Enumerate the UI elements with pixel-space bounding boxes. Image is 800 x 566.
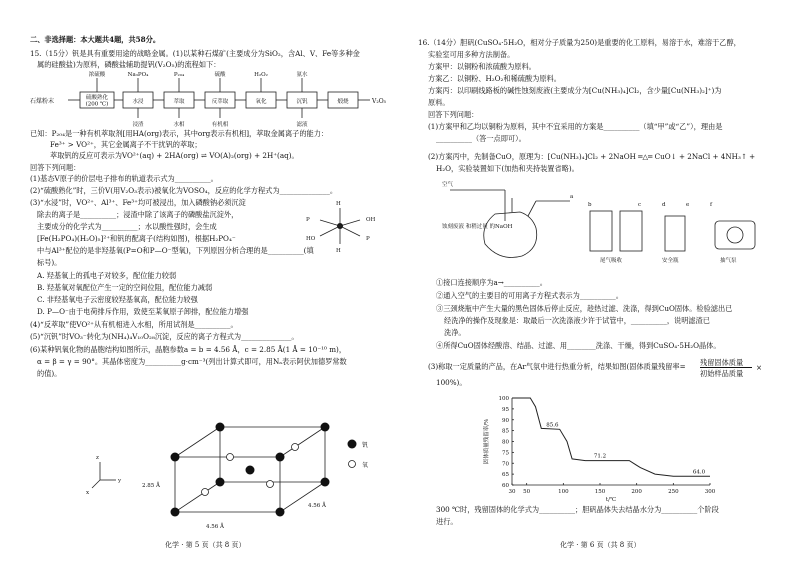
q16-step2: ②通入空气的主要目的可用离子方程式表示为__________。 [436,291,623,300]
flow-output-1: 水相 [173,122,185,128]
crystal-cell-diagram [80,392,380,542]
q16-part2-a: (2)方案丙中，先制备CuO，原理为：[Cu(NH₃)₄]Cl₂ + 2NaOH ═△═ CuO↓ + 2NaCl + 4NH₃↑ + [428,152,756,161]
y-tick-label: 65 [502,472,509,479]
flask-content-label: 蚀刻废液 和稍过量 的NaOH [442,224,513,230]
flow-box-label-5: 沉钒 [296,99,308,105]
q15-stem-1: 15.（15分）钒是具有重要用途的战略金属。(1)以某种石煤矿(主要成分为SiO₂，含Al、V、Fe等多种金 [30,49,360,58]
flow-reagent-3: 硫酸 [214,72,226,78]
flow-reagent-4: H₂O₂ [254,72,268,78]
y-tick-label: 95 [502,406,509,413]
section-title: 二、非选择题：本大题共4题，共58分。 [30,35,161,44]
svg-text:P: P [366,236,370,242]
axis-y: y [118,478,122,484]
known-1: 已知：P₂₀₄是一种有机萃取剂[用HA(org)表示，其中org表示有机相]，萃取金属离子的能力： [30,129,329,138]
port-b: b [588,202,592,208]
x-axis-label: t/℃ [605,497,617,503]
legend-o: 氧 [362,462,369,469]
fraction-bottom: 初始样品质量 [700,369,744,378]
q15-part3-a: (3)“水浸”时，VO²⁺、Al³⁺、Fe³⁺均可被浸出，加入磷酸钠必须沉淀 [30,198,246,207]
y-tick-label: 70 [502,461,509,468]
q15-part6-c: 的值)。 [37,369,62,378]
safety-bottle-label: 安全瓶 [662,258,679,264]
svg-text:H: H [336,248,341,254]
x-tick-label: 250 [668,489,679,495]
left-footer: 化学 · 第 5 页（共 8 页） [165,541,246,549]
answer-prompt-15: 回答下列问题： [30,163,81,172]
q15-part2: (2)“硫酸熟化”时，三价V(用V₂O₃表示)被氧化为VOSO₄，反应的化学方程式为______________。 [30,186,338,195]
air-label: 空气 [442,182,454,188]
q16-step3-b: 经洗净的操作及现象是：取最后一次洗涤液少许于试管中，__________，说明滤渣已 [444,316,710,325]
flow-reagent-5: 氨水 [296,72,308,78]
flow-reagent-0: 浓硫酸 [88,72,106,78]
legend-v-marker [348,440,357,449]
q16-step3-a: ③三颈烧瓶中产生大量的黑色固体后停止反应，趁热过滤、洗涤，得到CuO固体。检验滤出已 [436,304,733,313]
y-axis-label: 固体质量残留率/% [484,418,490,465]
plan-c-2: 原料。 [428,98,450,107]
q16-part3-b: 100%)。 [436,378,467,387]
option-a: A. 羟基氧上的孤电子对较多，配位能力较弱 [37,271,177,280]
q16-step3-c: 洗净。 [444,328,466,337]
x-tick-label: 150 [594,489,606,495]
tail-gas-label: 尾气吸收 [600,258,623,264]
flow-box-label-4: 氧化 [255,99,267,105]
q16-stem-2: 实验室可用多种方法制备。 [428,50,515,59]
q15-part3-d: [Fe(H₂PO₄)(H₂O)₅]²⁺和钒的配离子(结构如图)，根据H₂PO₄⁻ [37,234,236,243]
q16-part3-c: 300 ℃时，残留固体的化学式为__________；胆矾晶体失去结晶水分为__________个阶段 [436,505,719,514]
b-param-label: 4.56 Å [308,503,326,509]
data-label: 64.0 [692,469,706,476]
q16-step4: ④所得CuO固体经酸溶、结晶、过滤、用________洗涤、干燥，得到CuSO₄·5H₂O晶体。 [436,341,721,350]
port-e: e [686,202,690,208]
data-label: 71.2 [593,453,607,460]
q15-part4: (4)“反萃取”使VO²⁺从有机相进入水相，所用试剂是__________。 [30,320,238,329]
fraction-times: × [756,363,763,372]
q15-part3-c: 主要成分的化学式为__________；水以酸性强时，会生成 [37,222,217,231]
x-tick-label: 100 [558,489,569,495]
flow-box-label-0: 硫酸熟化 [85,95,109,101]
known-2: Fe³⁺ > VO²⁺，其它金属离子不干扰钒的萃取； [50,140,202,149]
legend-o-marker [349,461,356,468]
y-tick-label: 85 [502,428,509,435]
flow-output-2: 有机相 [211,122,229,128]
process-flowchart [30,72,390,128]
port-a: a [570,194,574,200]
c-param-label: 2.85 Å [142,483,160,489]
flow-box-label-2: 萃取 [173,99,185,105]
x-tick-label: 200 [631,489,642,495]
y-tick-label: 75 [502,450,509,457]
tga-chart [480,390,720,503]
q15-part3-e: 中与Al³⁺配位的是非羟基氧(P=O和P—O⁻型氧)，下列原因分析合理的是__________(填 [37,246,314,255]
q16-part2-b: H₂O，实验装置如下(加热和夹持装置省略)。 [436,164,579,173]
q16-stem-1: 16.（14分）胆矾(CuSO₄·5H₂O，相对分子质量为250)是重要的化工原料，易溶于水，难溶于乙醇， [418,38,741,47]
q16-part3-d: 进行。 [436,517,458,526]
y-tick-label: 90 [502,417,509,424]
data-label: 85.6 [546,422,559,429]
plan-c-1: 方案丙：以印刷线路板的碱性蚀刻废液(主要成分为[Cu(NH₃)₄]Cl₂，含少量[Cu(NH₃)₂]⁺)为 [428,86,722,95]
flow-reagent-2: P₂₀₄ [173,72,185,78]
y-tick-label: 100 [498,396,509,402]
a-param-label: 4.56 Å [206,524,224,530]
right-footer: 化学 · 第 6 页（共 8 页） [560,541,641,549]
y-tick-label: 60 [502,483,509,489]
flow-output-0: 浸渣 [132,122,144,128]
q15-part6-b: α = β = γ = 90°。其晶体密度为__________g·cm⁻³(列出计算式即可，用Nₐ表示阿伏加德罗常数 [37,357,347,366]
svg-text:P: P [306,217,310,223]
flow-end: V₂O₅ [372,98,387,105]
q16-part1-a: (1)方案甲和乙均以铜粉为原料，其中不宜采用的方案是__________（填“甲”或“乙”），理由是 [428,122,723,131]
port-d: d [662,202,666,208]
answer-prompt-16: 回答下列问题： [428,110,479,119]
vanadium-complex-structure [300,196,380,256]
q16-step1: ①接口连接顺序为a→__________。 [436,278,547,287]
three-neck-flask [484,212,537,258]
x-tick-label: 50 [523,489,531,495]
option-b: B. 羟基氧对氧配位产生一定的空间位阻，配位能力减弱 [37,283,213,292]
q16-part1-b: __________（答一点即可）。 [436,134,526,143]
option-c: C. 非羟基氧电子云密度较羟基氧高，配位能力较强 [37,295,198,304]
port-f: f [710,202,713,208]
flow-box-label-6: 煅烧 [337,99,349,105]
x-tick-label: 30 [508,489,516,495]
svg-text:OH: OH [366,217,376,223]
svg-text:HO: HO [306,236,316,242]
apparatus-diagram [440,176,780,266]
known-3: 萃取钒的反应可表示为VO²⁺(aq) + 2HA(org) ⇌ VO(A)₂(org) + 2H⁺(aq)。 [50,151,299,160]
y-tick-label: 80 [502,439,509,446]
flow-output-3: 滤液 [296,122,308,128]
series-line-0 [512,398,710,476]
flow-box-label-0: (200 ℃) [85,101,109,108]
pump-label: 抽气泵 [720,258,737,264]
plan-a: 方案甲：以铜粉和浓硫酸为原料。 [428,62,536,71]
fraction-top: 残留固体质量 [700,358,744,367]
q15-part5: (5)“沉钒”时VO₃⁻转化为(NH₄)₄V₁₀O₂₈沉淀，反应的离子方程式为______________。 [30,332,299,341]
axis-z: z [96,455,99,461]
q15-part6-a: (6)某种钒氧化物的晶胞结构如图所示，晶胞参数a = b = 4.56 Å，c = 2.85 Å(1 Å = 10⁻¹⁰ m)， [30,345,347,354]
flow-box-label-1: 水浸 [132,99,144,105]
q15-part3-f: 标号)。 [37,258,62,267]
svg-text:H: H [336,201,341,207]
x-tick-label: 300 [704,489,716,495]
axis-x: x [86,490,90,496]
port-c: c [638,202,642,208]
option-d: D. P—O⁻由于电荷排斥作用，致使至某氧原子卸排，配位能力增强 [37,307,249,316]
legend-v: 钒 [362,442,369,449]
plan-b: 方案乙：以铜粉、H₂O₂和稀硫酸为原料。 [428,74,561,83]
q16-part3-a: (3)称取一定质量的产品，在Ar气氛中进行热重分析，结果如图(固体质量残留率= [428,362,686,371]
q15-stem-2: 属的硅酸盐)为原料，磷酸盐辅助提钒(V₂O₅)的流程如下： [37,60,221,69]
q15-part1: (1)基态V原子的价层电子排布的轨道表示式为__________。 [30,174,218,183]
flow-reagent-1: Na₃PO₄ [127,72,149,78]
flow-box-label-3: 反萃取 [211,99,229,105]
q15-part3-b: 除去的离子是__________；浸渣中除了该离子的磷酸盐沉淀外， [37,210,239,219]
right-page [400,0,800,566]
flow-start: 石煤粉末 [30,98,55,105]
fraction-bar [700,367,752,368]
